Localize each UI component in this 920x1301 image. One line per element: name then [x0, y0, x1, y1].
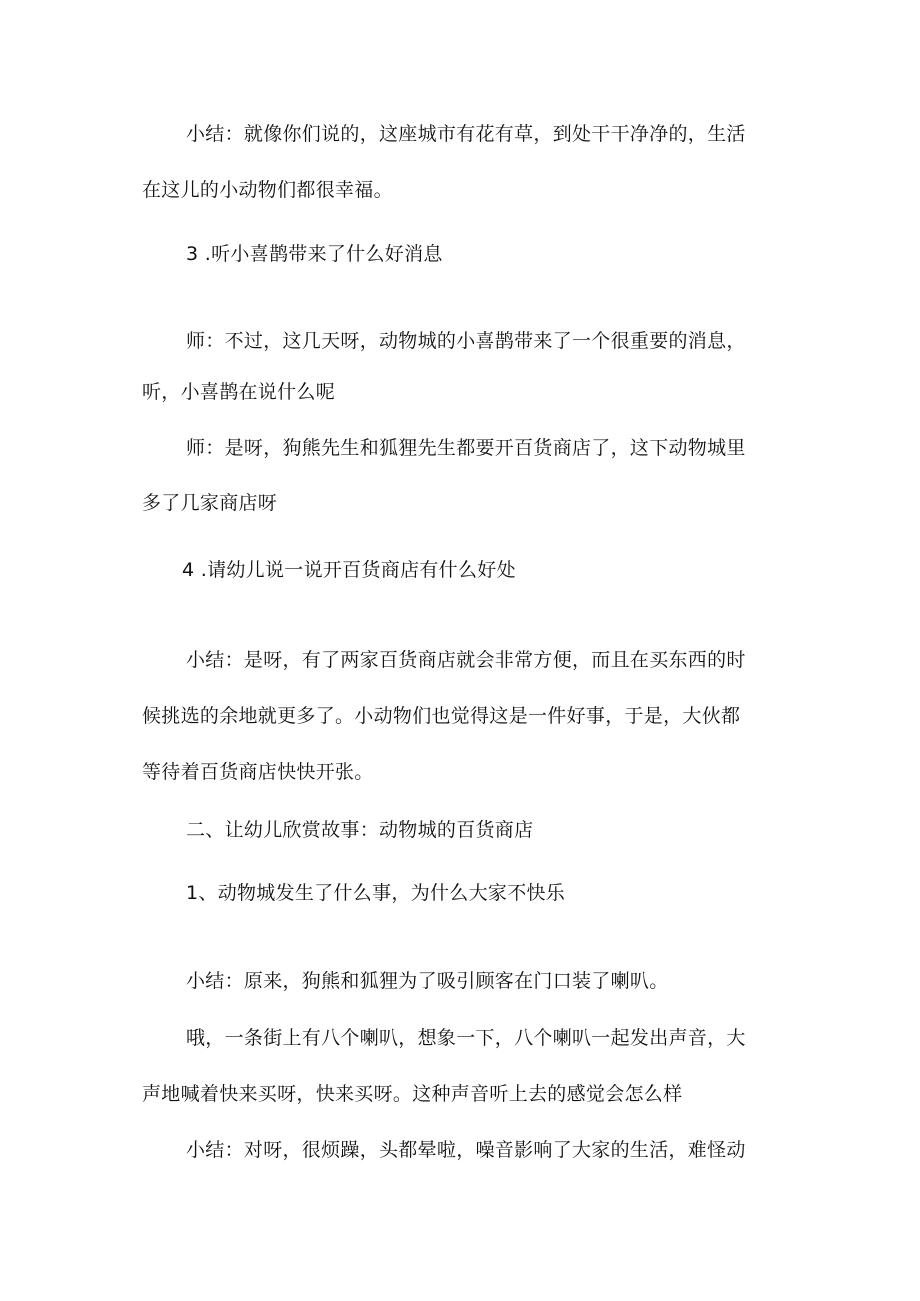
paragraph-line: 候挑选的余地就更多了。小动物们也觉得这是一件好事，于是，大伙都: [142, 705, 741, 727]
paragraph-line: 等待着百货商店快快开张。: [142, 761, 374, 783]
paragraph-line: 小结：原来，狗熊和狐狸为了吸引顾客在门口装了喇叭。: [186, 970, 669, 992]
paragraph-line: 师：是呀，狗熊先生和狐狸先生都要开百货商店了，这下动物城里: [186, 437, 746, 459]
section-heading: 1、动物城发生了什么事，为什么大家不快乐: [186, 882, 566, 904]
paragraph-line: 在这儿的小动物们都很幸福。: [142, 179, 393, 201]
section-heading: 3 .听小喜鹊带来了什么好消息: [186, 243, 443, 265]
paragraph-line: 声地喊着快来买呀，快来买呀。这种声音听上去的感觉会怎么样: [142, 1083, 683, 1105]
section-heading: 二、让幼儿欣赏故事：动物城的百货商店: [186, 819, 534, 841]
paragraph-line: 多了几家商店呀: [142, 492, 278, 514]
paragraph-line: 小结：就像你们说的，这座城市有花有草，到处干干净净的，生活: [186, 123, 746, 145]
paragraph-line: 小结：对呀，很烦躁，头都晕啦，噪音影响了大家的生活，难怪动: [186, 1139, 746, 1161]
paragraph-line: 师：不过，这几天呀，动物城的小喜鹊带来了一个很重要的消息，: [186, 330, 746, 352]
paragraph-line: 小结：是呀，有了两家百货商店就会非常方便，而且在买东西的时: [186, 649, 746, 671]
section-heading: 4 .请幼儿说一说开百货商店有什么好处: [182, 559, 516, 581]
paragraph-line: 听，小喜鹊在说什么呢: [142, 381, 336, 403]
paragraph-line: 哦，一条街上有八个喇叭，想象一下，八个喇叭一起发出声音，大: [186, 1027, 746, 1049]
